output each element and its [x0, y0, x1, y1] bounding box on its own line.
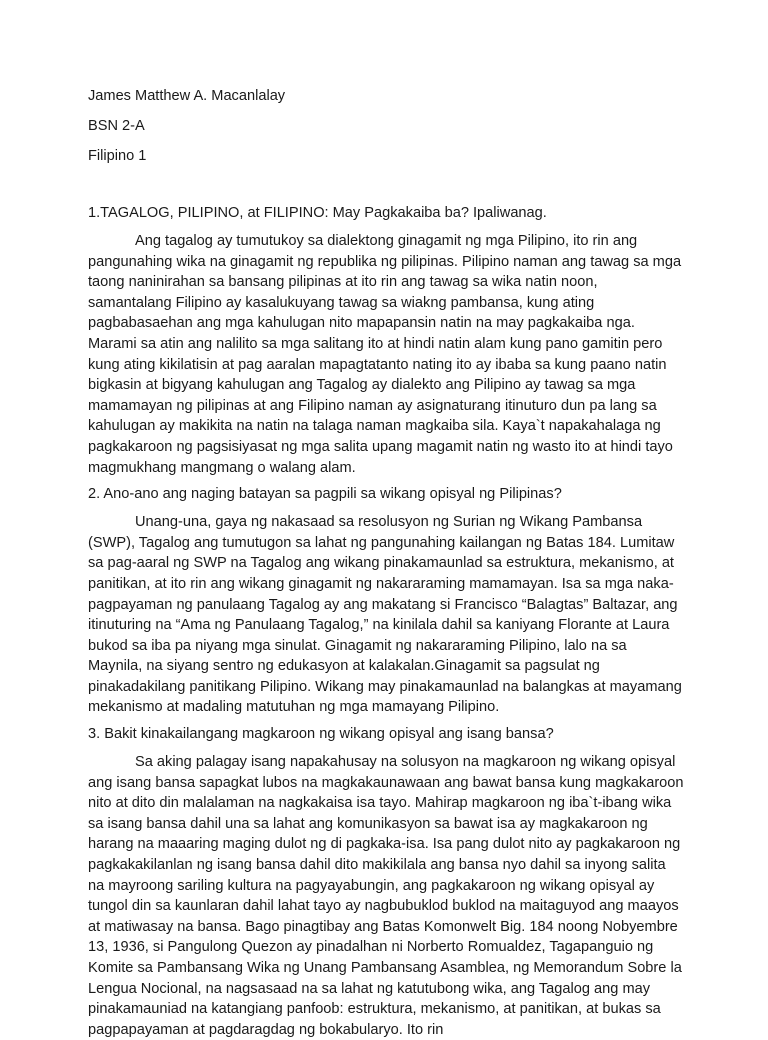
answer-1: Ang tagalog ay tumutukoy sa dialektong ginagamit ng mga Pilipino, ito rin ang pangunahing wika na ginagamit ng republika ng pilipinas. Pilipino naman ang tawag sa mga taong naninirahan sa bansang pilipinas at ito rin ang tawag sa wika natin noon, samantalang Filipino ay kasalukuyang tawag sa wiakng pambansa, kung ating pagbabasaehan ang mga kahulugan nito mapapansin natin na may pagkakaiba nga. Marami sa atin ang nalilito sa mga salitang ito at hindi natin alam kung pano gamitin pero kung ating kikilatisin at pag aaralan mapagtatanto nating ito ay ibaba sa kung paano natin bigkasin at bigyang kahulugan ang Tagalog ay dialekto ang Pilipino ay tawag sa mga mamamayan ng pilipinas at ang Filipino naman ay asignaturang itinuturo dun pa lang sa kahulugan ay makikita na natin na talaga naman magkaiba sila. Kaya`t napakahalaga ng pagkakaroon ng pagsisiyasat ng mga salita upang magamit natin ng wasto ito at hindi tayo magmukhang mangmang o walang alam.: [88, 233, 682, 476]
question-1: 1.TAGALOG, PILIPINO, at FILIPINO: May Pagkakaiba ba? Ipaliwanag.: [88, 205, 547, 221]
answer-2: Unang-una, gaya ng nakasaad sa resolusyon ng Surian ng Wikang Pambansa (SWP), Tagalog ang tumutugon sa lahat ng pangunahing kailangan ng Batas 184. Lumitaw sa pag-aaral ng SWP na Tagalog ang wikang pinakamaunlad sa estruktura, mekanismo, at panitikan, at ito rin ang wikang ginagamit ng nakararaming mamamayan. Isa sa mga naka-pagpayaman ng panulaang Tagalog ay ang makatang si Francisco “Balagtas” Baltazar, ang itinuturing na “Ama ng Panulaang Tagalog,” na kinilala dahil sa kaniyang Florante at Laura bukod sa iba pa niyang mga sinulat. Ginagamit ng nakararaming Pilipino, lalo na sa Maynila, na siyang sentro ng edukasyon at kalakalan.Ginagamit sa pagsulat ng pinakadakilang panitikang Pilipino. Wikang may pinakamaunlad na balangkas at mayamang mekanismo at madaling matutuhan ng mga mamayang Pilipino.: [88, 514, 682, 716]
answer-3: Sa aking palagay isang napakahusay na solusyon na magkaroon ng wikang opisyal ang isang bansa sapagkat lubos na magkakaunawaan ang bawat bansa kung magkakaroon nito at dito din malalaman na nagkakaisa isa tayo. Mahirap magkaroon ng iba`t-ibang wika sa isang bansa dahil una sa lahat ang komunikasyon sa bawat isa ay magkakaroon ng harang na maaaring maging dulot ng di pagkaka-isa. Isa pang dulot nito ay pagkakaroon ng pagkakakilanlan ng isang bansa dahil dito makikilala ang bansa nyo dahil sa inyong salita na mayroong sariling kultura na pagyayabungin, ang pagkakaroon ng wikang opisyal ay tungol din sa kaunlaran dahil lahat tayo ay nagbubuklod buklod na maitaguyod ang maayos at matiwasay na bansa. Bago pinagtibay ang Batas Komonwelt Big. 184 noong Nobyembre 13, 1936, si Pangulong Quezon ay pinadalhan ni Norberto Romualdez, Tagapanguio ng Komite sa Pambansang Wika ng Unang Pambansang Asamblea, ng Memorandum Sobre la Lengua Nocional, na nagsasaad na sa lahat ng katutubong wika, ang Tagalog ang may pinakamauniad na katangiang panfoob: estruktura, mekanismo, at panitikan, at bukas sa pagpapayaman at pagdaragdag ng bokabularyo. Ito rin: [88, 754, 684, 1038]
subject-label: Filipino 1: [88, 148, 147, 164]
section-label: BSN 2-A: [88, 118, 145, 134]
question-3: 3. Bakit kinakailangang magkaroon ng wikang opisyal ang isang bansa?: [88, 726, 554, 743]
question-2: 2. Ano-ano ang naging batayan sa pagpili sa wikang opisyal ng Pilipinas?: [88, 486, 562, 503]
author-name: James Matthew A. Macanlalay: [88, 88, 286, 104]
